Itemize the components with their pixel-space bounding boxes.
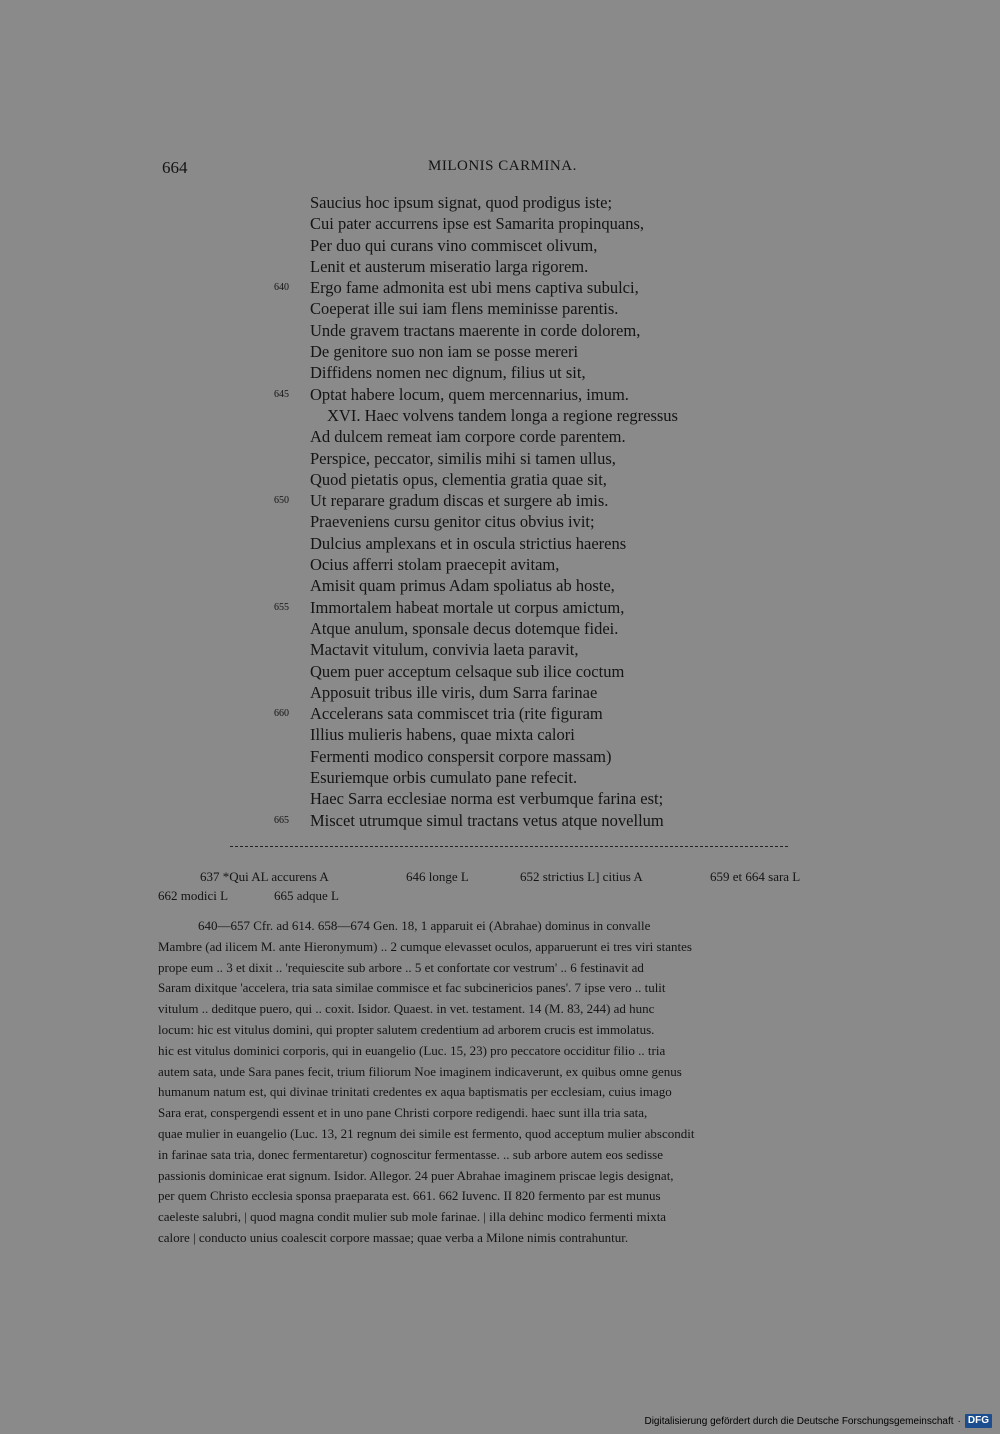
line-number: 640: [274, 282, 289, 294]
verse-line: [270, 597, 790, 618]
verse-text: Praeveniens cursu genitor citus obvius ivit;: [310, 512, 595, 532]
verse-text: Per duo qui curans vino commiscet olivum,: [310, 235, 598, 255]
note-line: locum: hic est vitulus domini, qui propter salutem credentium ad arborem crucis est immolatus.: [158, 1021, 655, 1037]
verse-line: [270, 682, 790, 703]
verse-line: [270, 320, 790, 341]
note-line: per quem Christo ecclesia sponsa praeparata est. 661. 662 Iuvenc. II 820 fermento par est munus: [158, 1188, 661, 1204]
verse-text: Optat habere locum, quem mercennarius, imum.: [310, 384, 629, 404]
verse-line: [270, 724, 790, 745]
verse-line: [270, 213, 790, 234]
running-title: MILONIS CARMINA.: [428, 158, 577, 174]
note-line: humanum natum est, qui divinae trinitati credentes ex aqua baptismatis per ecclesiam, cuius imago: [158, 1084, 672, 1100]
verse-text: Apposuit tribus ille viris, dum Sarra farinae: [310, 682, 598, 702]
line-number: 655: [274, 601, 289, 613]
verse-line: [270, 554, 790, 575]
apparatus-criticus: [158, 867, 830, 905]
verse-text: Coeperat ille sui iam flens meminisse parentis.: [310, 299, 619, 319]
verse-text: De genitore suo non iam se posse mereri: [310, 342, 579, 362]
verse-line: [270, 511, 790, 532]
note-line: passionis dominicae erat signum. Isidor. Allegor. 24 puer Abrahae imaginem priscae legis designat,: [158, 1167, 674, 1183]
verse-text: Amisit quam primus Adam spoliatus ab hoste,: [310, 576, 615, 596]
verse-text: Ad dulcem remeat iam corpore corde parentem.: [310, 427, 626, 447]
verse-line: [270, 810, 790, 831]
verse-text: Perspice, peccator, similis mihi si tamen ullus,: [310, 448, 616, 468]
verse-text: Fermenti modico conspersit corpore massam): [310, 746, 612, 766]
verse-line: [270, 426, 790, 447]
line-number: 660: [274, 708, 289, 720]
page-header: [158, 158, 830, 180]
verse-line: [270, 746, 790, 767]
apparatus-row: [158, 867, 830, 886]
verse-line: [270, 575, 790, 596]
verse-text: Accelerans sata commiscet tria (rite figuram: [310, 704, 603, 724]
apparatus-entry: 652 strictius L] citius A: [520, 869, 643, 884]
verse-line: [270, 703, 790, 724]
verse-text: Dulcius amplexans et in oscula strictius haerens: [310, 533, 627, 553]
line-number: 650: [274, 495, 289, 507]
verse-line: [270, 235, 790, 256]
note-line: hic est vitulus dominici corporis, qui in euangelio (Luc. 15, 23) pro peccatore occiditur filio .. tria: [158, 1042, 666, 1058]
verse-line: [270, 533, 790, 554]
note-line: 640—657 Cfr. ad 614. 658—674 Gen. 18, 1 apparuit ei (Abrahae) dominus in convalle: [198, 918, 651, 933]
note-line: Sara erat, conspergendi essent et in uno pane Christi corpore redigendi. haec sunt illa tria sata,: [158, 1105, 648, 1121]
verse-line: [270, 490, 790, 511]
verse-text: Esuriemque orbis cumulato pane refecit.: [310, 768, 578, 788]
verse-text: Mactavit vitulum, convivia laeta paravit,: [310, 640, 579, 660]
note-line: Mambre (ad ilicem M. ante Hieronymum) .. 2 cumque elevasset oculos, apparuerunt ei tres viri stantes: [158, 938, 692, 954]
verse-line: [270, 405, 790, 426]
apparatus-entry: 659 et 664 sara L: [710, 869, 801, 884]
verse-text: XVI. Haec volvens tandem longa a regione regressus: [327, 405, 678, 425]
page-number: 664: [162, 158, 188, 177]
verse-line: [270, 256, 790, 277]
note-line: caeleste salubri, | quod magna condit mulier sub mole farinae. | illa dehinc modico fermenti mixta: [158, 1209, 667, 1225]
verse-line: [270, 618, 790, 639]
verse-text: Cui pater accurrens ipse est Samarita propinquans,: [310, 214, 645, 234]
verse-text: Ergo fame admonita est ubi mens captiva subulci,: [310, 278, 639, 298]
verse-line: [270, 767, 790, 788]
verse-text: Lenit et austerum miseratio larga rigorem.: [310, 256, 589, 276]
apparatus-entry: 646 longe L: [406, 869, 469, 884]
apparatus-row: [158, 886, 830, 905]
separator-rule: [230, 846, 788, 847]
verse-line: [270, 362, 790, 383]
verse-line: [270, 639, 790, 660]
digitization-footer: Digitalisierung gefördert durch die Deutsche Forschungsgemeinschaft · DFG: [644, 1412, 992, 1430]
verse-text: Diffidens nomen nec dignum, filius ut sit,: [310, 363, 586, 383]
verse-text: Illius mulieris habens, quae mixta calori: [310, 725, 575, 745]
verse-line: [270, 277, 790, 298]
apparatus-entry: 665 adque L: [274, 888, 339, 903]
verse-text: Saucius hoc ipsum signat, quod prodigus iste;: [310, 193, 613, 212]
verse-line: [270, 341, 790, 362]
note-line: autem sata, unde Sara panes fecit, trium filiorum Noe imaginem indicaverunt, ex quibus omne genus: [158, 1063, 682, 1079]
verse-text: Miscet utrumque simul tractans vetus atque novellum: [310, 810, 664, 830]
verse-text: Unde gravem tractans maerente in corde dolorem,: [310, 320, 641, 340]
verse-text: Haec Sarra ecclesiae norma est verbumque farina est;: [310, 789, 664, 809]
dfg-logo: DFG: [965, 1414, 992, 1428]
verse-text: Quod pietatis opus, clementia gratia quae sit,: [310, 469, 607, 489]
note-line: vitulum .. deditque puero, qui .. coxit. Isidor. Quaest. in vet. testament. 14 (M. 83, 244) ad hunc: [158, 1001, 655, 1017]
verse-text: Quem puer acceptum celsaque sub ilice coctum: [310, 661, 625, 681]
verse-line: [270, 384, 790, 405]
line-number: 665: [274, 814, 289, 826]
verse-text: Atque anulum, sponsale decus dotemque fidei.: [310, 618, 619, 638]
apparatus-entry: 637 *Qui AL accurens A: [200, 869, 329, 884]
note-line: prope eum .. 3 et dixit .. 'requiescite sub arbore .. 5 et confortate cor vestrum' .. 6 festinavit ad: [158, 959, 644, 975]
verse-line: [270, 661, 790, 682]
note-line: quae mulier in euangelio (Luc. 13, 21 regnum dei simile est fermento, quod acceptum mulier abscondit: [158, 1125, 695, 1141]
note-line: calore | conducto unius coalescit corpore massae; quae verba a Milone nimis contrahuntur.: [158, 1229, 629, 1245]
verse-line: [270, 448, 790, 469]
poem-text: [270, 192, 790, 831]
verse-line: [270, 469, 790, 490]
apparatus-entry: 662 modici L: [158, 888, 229, 903]
line-number: 645: [274, 388, 289, 400]
verse-line: [270, 298, 790, 319]
note-line: in farinae sata tria, donec fermentaretur) cognoscitur fermentasse. .. sub arbore autem eos sedisse: [158, 1146, 663, 1162]
footer-credit: Digitalisierung gefördert durch die Deutsche Forschungsgemeinschaft: [644, 1415, 954, 1427]
verse-line: [270, 192, 790, 213]
verse-text: Ut reparare gradum discas et surgere ab imis.: [310, 491, 609, 511]
verse-line: [270, 788, 790, 809]
verse-text: Immortalem habeat mortale ut corpus amictum,: [310, 597, 625, 617]
note-line: Saram dixitque 'accelera, tria sata similae commisce et fac subcinericios panes'. 7 ipse vero .. tulit: [158, 980, 666, 996]
verse-text: Ocius afferri stolam praecepit avitam,: [310, 555, 560, 575]
commentary-notes: [158, 916, 830, 1249]
